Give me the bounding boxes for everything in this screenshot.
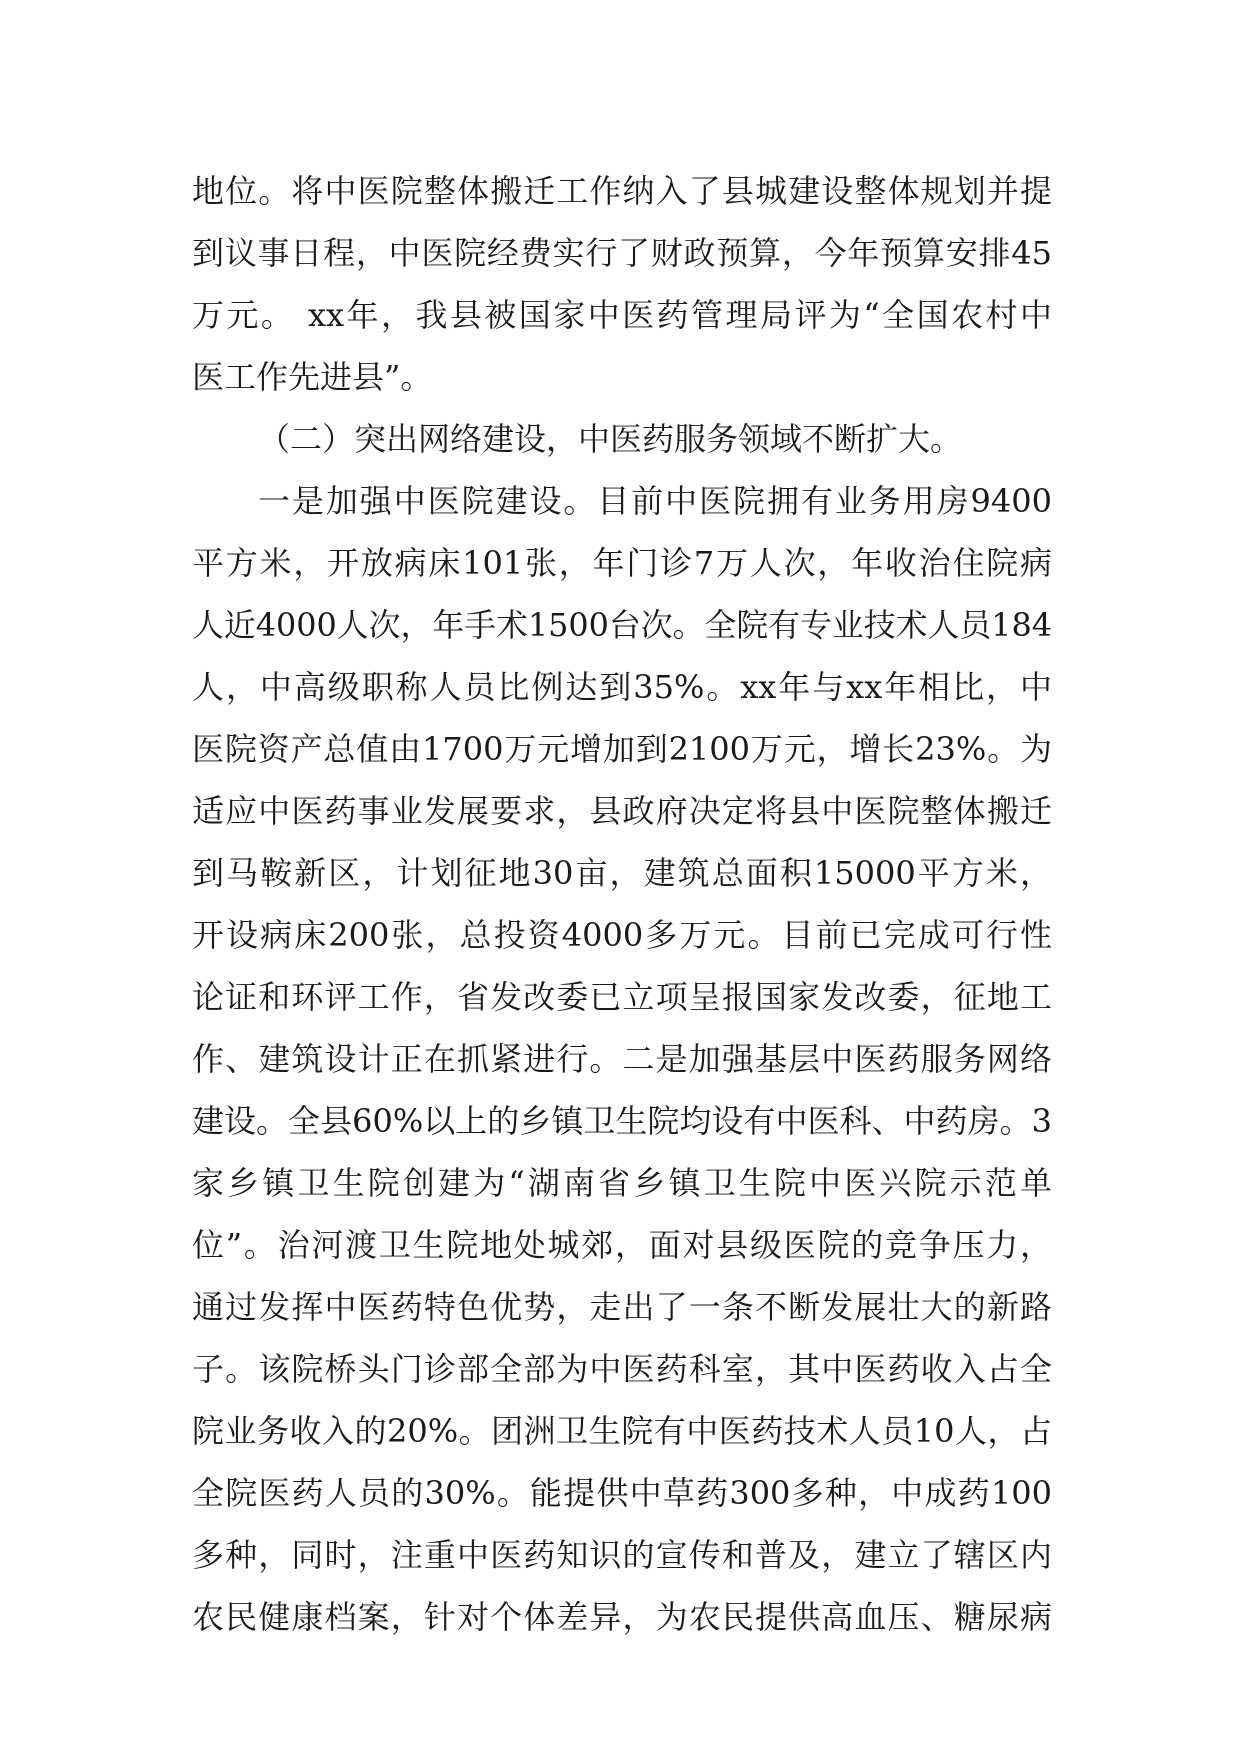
line-text: 适应中医药事业发展要求，县政府决定将县中医院整体搬迁 xyxy=(192,792,1052,830)
line-text: 医工作先进县”。 xyxy=(192,358,433,396)
line-text: 到马鞍新区，计划征地30亩，建筑总面积15000平方米， xyxy=(192,854,1052,892)
text-line xyxy=(192,718,1052,780)
line-text: 建设。全县60%以上的乡镇卫生院均设有中医科、中药房。3 xyxy=(192,1102,1052,1140)
body-text xyxy=(192,160,1052,1648)
line-text: 人近4000人次，年手术1500台次。全院有专业技术人员184 xyxy=(192,606,1052,644)
line-text: 多种，同时，注重中医药知识的宣传和普及，建立了辖区内 xyxy=(192,1536,1052,1574)
text-line xyxy=(192,284,1052,346)
text-line xyxy=(192,1276,1052,1338)
line-text: 院业务收入的20%。团洲卫生院有中医药技术人员10人，占 xyxy=(192,1412,1052,1450)
line-text: 农民健康档案，针对个体差异，为农民提供高血压、糖尿病 xyxy=(192,1598,1052,1636)
text-line xyxy=(192,780,1052,842)
text-line xyxy=(192,222,1052,284)
line-text: 医院资产总值由1700万元增加到2100万元，增长23%。为 xyxy=(192,730,1052,768)
line-text: 地位。将中医院整体搬迁工作纳入了县城建设整体规划并提 xyxy=(192,172,1052,210)
text-line xyxy=(192,594,1052,656)
text-line xyxy=(192,1152,1052,1214)
text-line xyxy=(192,160,1052,222)
line-text: 位”。治河渡卫生院地处城郊，面对县级医院的竞争压力， xyxy=(192,1226,1052,1264)
text-line xyxy=(192,1214,1052,1276)
text-line xyxy=(192,1524,1052,1586)
text-line xyxy=(192,470,1052,532)
section-heading-text: （二）突出网络建设，中医药服务领域不断扩大。 xyxy=(258,420,963,458)
text-line xyxy=(192,1400,1052,1462)
line-text: 家乡镇卫生院创建为“湖南省乡镇卫生院中医兴院示范单 xyxy=(192,1164,1052,1202)
text-line xyxy=(192,1586,1052,1648)
text-line xyxy=(192,1338,1052,1400)
section-heading xyxy=(192,408,1052,470)
line-text: 一是加强中医院建设。目前中医院拥有业务用房9400 xyxy=(258,482,1052,520)
line-text: 子。该院桥头门诊部全部为中医药科室，其中医药收入占全 xyxy=(192,1350,1052,1388)
text-line xyxy=(192,966,1052,1028)
text-line xyxy=(192,1090,1052,1152)
line-text: 全院医药人员的30%。能提供中草药300多种，中成药100 xyxy=(192,1474,1052,1512)
line-text: 论证和环评工作，省发改委已立项呈报国家发改委，征地工 xyxy=(192,978,1052,1016)
line-text: 人，中高级职称人员比例达到35%。xx年与xx年相比，中 xyxy=(192,668,1052,706)
text-line xyxy=(192,1462,1052,1524)
line-text: 万元。 xx年，我县被国家中医药管理局评为“全国农村中 xyxy=(192,296,1052,334)
line-text: 开设病床200张，总投资4000多万元。目前已完成可行性 xyxy=(192,916,1052,954)
text-line xyxy=(192,346,1052,408)
line-text: 作、建筑设计正在抓紧进行。二是加强基层中医药服务网络 xyxy=(192,1040,1052,1078)
text-line xyxy=(192,904,1052,966)
text-line xyxy=(192,532,1052,594)
text-line xyxy=(192,842,1052,904)
text-line xyxy=(192,1028,1052,1090)
line-text: 通过发挥中医药特色优势，走出了一条不断发展壮大的新路 xyxy=(192,1288,1052,1326)
line-text: 到议事日程，中医院经费实行了财政预算，今年预算安排45 xyxy=(192,234,1052,272)
text-line xyxy=(192,656,1052,718)
line-text: 平方米，开放病床101张，年门诊7万人次，年收治住院病 xyxy=(192,544,1052,582)
